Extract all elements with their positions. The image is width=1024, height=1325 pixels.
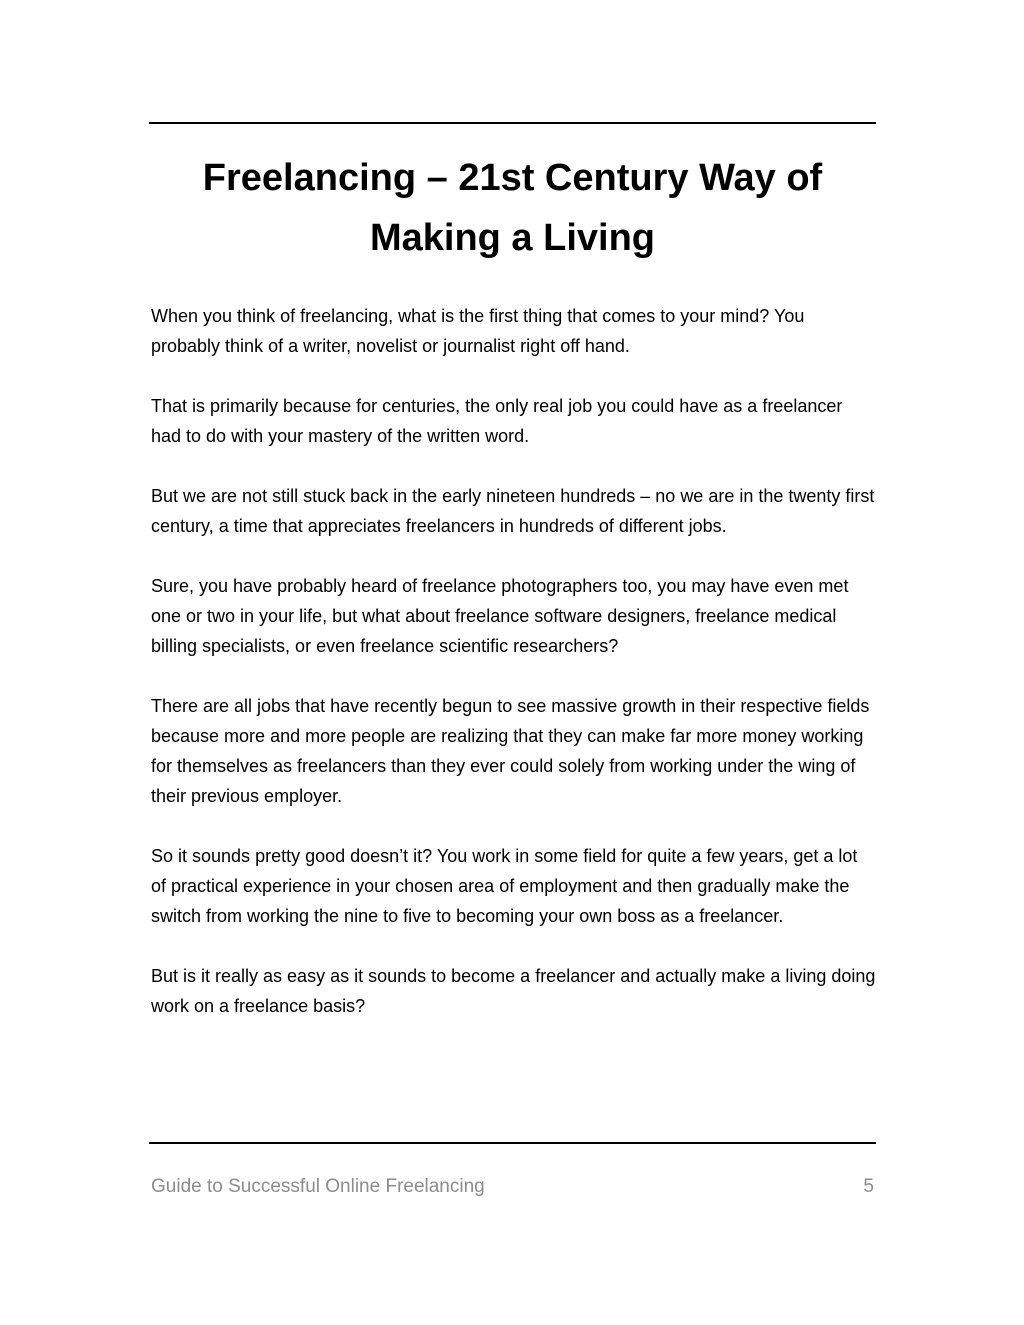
paragraph: Sure, you have probably heard of freelance photographers too, you may have even met one or two in your life, but what about freelance software designers, freelance medical billing specialists, or even freelance scientific researchers? [151,576,849,656]
header-divider [149,122,876,124]
paragraph: When you think of freelancing, what is the first thing that comes to your mind? You probably think of a writer, novelist or journalist right off hand. [151,306,805,356]
footer-page-number: 5 [863,1176,874,1197]
page-title: Freelancing – 21st Century Way of Making a Living [202,157,823,259]
footer-divider [149,1142,876,1144]
paragraph: So it sounds pretty good doesn’t it? You work in some field for quite a few years, get a lot of practical experience in your chosen area of employment and then gradually make the switch from working the nine to five to becoming your own boss as a freelancer. [151,846,858,926]
paragraph: But is it really as easy as it sounds to become a freelancer and actually make a living doing work on a freelance basis? [151,966,876,1016]
footer-book-title: Guide to Successful Online Freelancing [151,1176,485,1197]
body-text [151,301,876,1051]
paragraph: There are all jobs that have recently begun to see massive growth in their respective fields because more and more people are realizing that they can make far more money working for themselves as freelancers than they ever could solely from working under the wing of their previous employer. [151,696,870,806]
paragraph: But we are not still stuck back in the early nineteen hundreds – no we are in the twenty first century, a time that appreciates freelancers in hundreds of different jobs. [151,486,875,536]
paragraph: That is primarily because for centuries, the only real job you could have as a freelancer had to do with your mastery of the written word. [151,396,843,446]
